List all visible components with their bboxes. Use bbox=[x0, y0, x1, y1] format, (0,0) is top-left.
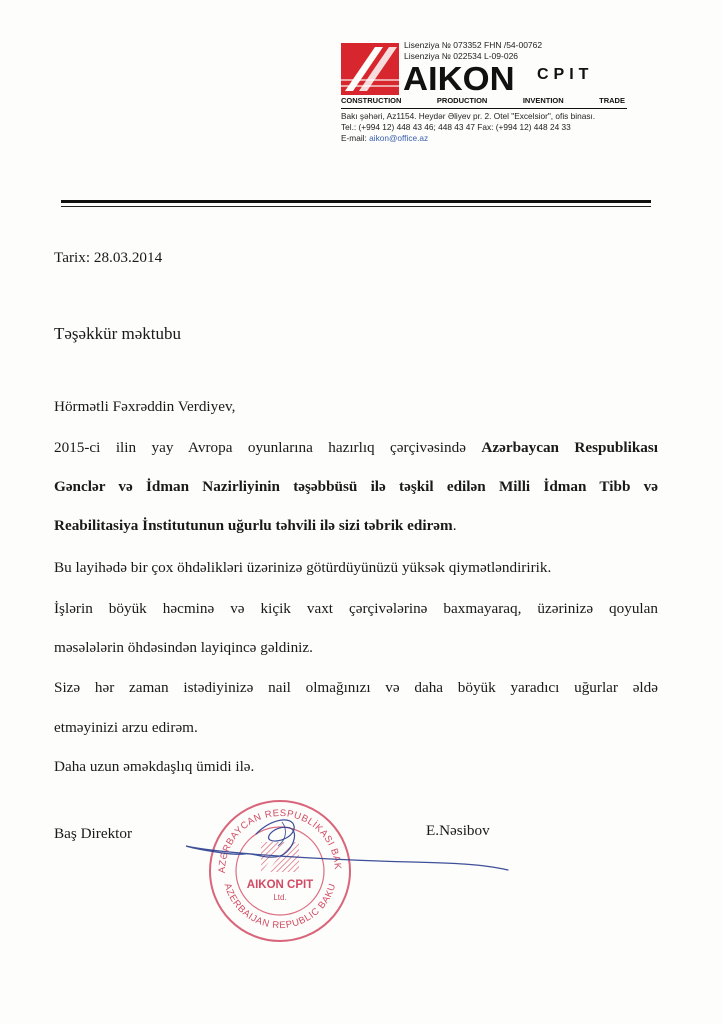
stamp-top-text: AZƏRBAYCAN RESPUBLİKASI BAK bbox=[216, 807, 344, 874]
paragraph-1-line-2: Gənclər və İdman Nazirliyinin təşəbbüsü ilə təşkil edilən Milli İdman Tibb və bbox=[54, 478, 658, 495]
brand-name: AIKON bbox=[403, 60, 515, 97]
tag-construction: CONSTRUCTION bbox=[341, 96, 402, 105]
brand-suffix: CPIT bbox=[537, 66, 594, 83]
paragraph-1-line-1 bbox=[54, 439, 658, 457]
paragraph-3-line-2: məsələlərin öhdəsindən layiqincə gəldiniz. bbox=[54, 639, 313, 656]
tag-production: PRODUCTION bbox=[436, 96, 488, 105]
p1-line3-end: . bbox=[452, 517, 457, 534]
signature bbox=[182, 812, 512, 892]
address-line: Bakı şəhəri, Az1154. Heydər Əliyev pr. 2. Otel "Excelsior", ofis binası. bbox=[341, 111, 596, 121]
p1-line1-normal: 2015-ci ilin yay Avropa oyunlarına hazırlıq çərçivəsində bbox=[54, 439, 466, 456]
brand-tags bbox=[341, 96, 625, 105]
paragraph-2: Bu layihədə bir çox öhdəlikləri üzərinizə götürdüyünüzü yüksək qiymətləndiririk. bbox=[54, 559, 552, 576]
header-divider-thick bbox=[61, 200, 651, 203]
paragraph-4-line-1: Sizə hər zaman istədiyinizə nail olmağınızı və daha böyük yaradıcı uğurlar əldə bbox=[54, 679, 658, 696]
license-line-2: Lisenziya № 022534 L-09-026 bbox=[404, 51, 519, 61]
stamp-center-text: AIKON CPIT bbox=[246, 879, 314, 891]
tag-invention: INVENTION bbox=[522, 96, 564, 105]
letter-date: Tarix: 28.03.2014 bbox=[54, 249, 163, 266]
signer-name: E.Nəsibov bbox=[426, 822, 490, 839]
paragraph-5: Daha uzun əməkdaşlıq ümidi ilə. bbox=[54, 758, 255, 775]
aikon-logo-icon bbox=[341, 43, 399, 95]
letter-subject: Təşəkkür məktubu bbox=[54, 324, 181, 343]
phone-line: Tel.: (+994 12) 448 43 46; 448 43 47 Fax: (+994 12) 448 24 33 bbox=[341, 122, 571, 132]
paragraph-1-line-3 bbox=[54, 517, 457, 535]
paragraph-3-line-1: İşlərin böyük həcminə və kiçik vaxt çərçivələrinə baxmayaraq, üzərinizə qoyulan bbox=[54, 600, 658, 617]
license-block bbox=[404, 40, 542, 62]
contact-block bbox=[341, 111, 595, 144]
letterhead-rule bbox=[341, 108, 627, 109]
license-line-1: Lisenziya № 073352 FHN /54-00762 bbox=[404, 40, 543, 50]
paragraph-4-line-2: etməyinizi arzu edirəm. bbox=[54, 719, 198, 736]
email-link[interactable]: aikon@office.az bbox=[369, 133, 429, 143]
tag-trade: TRADE bbox=[599, 96, 625, 105]
stamp-center-sub: Ltd. bbox=[273, 893, 287, 902]
signer-role: Baş Direktor bbox=[54, 825, 133, 842]
email-line bbox=[341, 133, 595, 144]
p1-line3-bold: Reabilitasiya İnstitutunun uğurlu təhvili ilə sizi təbrik edirəm bbox=[54, 517, 453, 534]
email-label: E-mail: bbox=[341, 133, 367, 143]
stamp-bottom-text: AZERBAIJAN REPUBLIC BAKU bbox=[221, 881, 339, 932]
p1-line1-bold: Azərbaycan Respublikası bbox=[481, 439, 658, 456]
header-divider-thin bbox=[61, 206, 651, 207]
letter-greeting: Hörmətli Fəxrəddin Verdiyev, bbox=[54, 398, 236, 415]
